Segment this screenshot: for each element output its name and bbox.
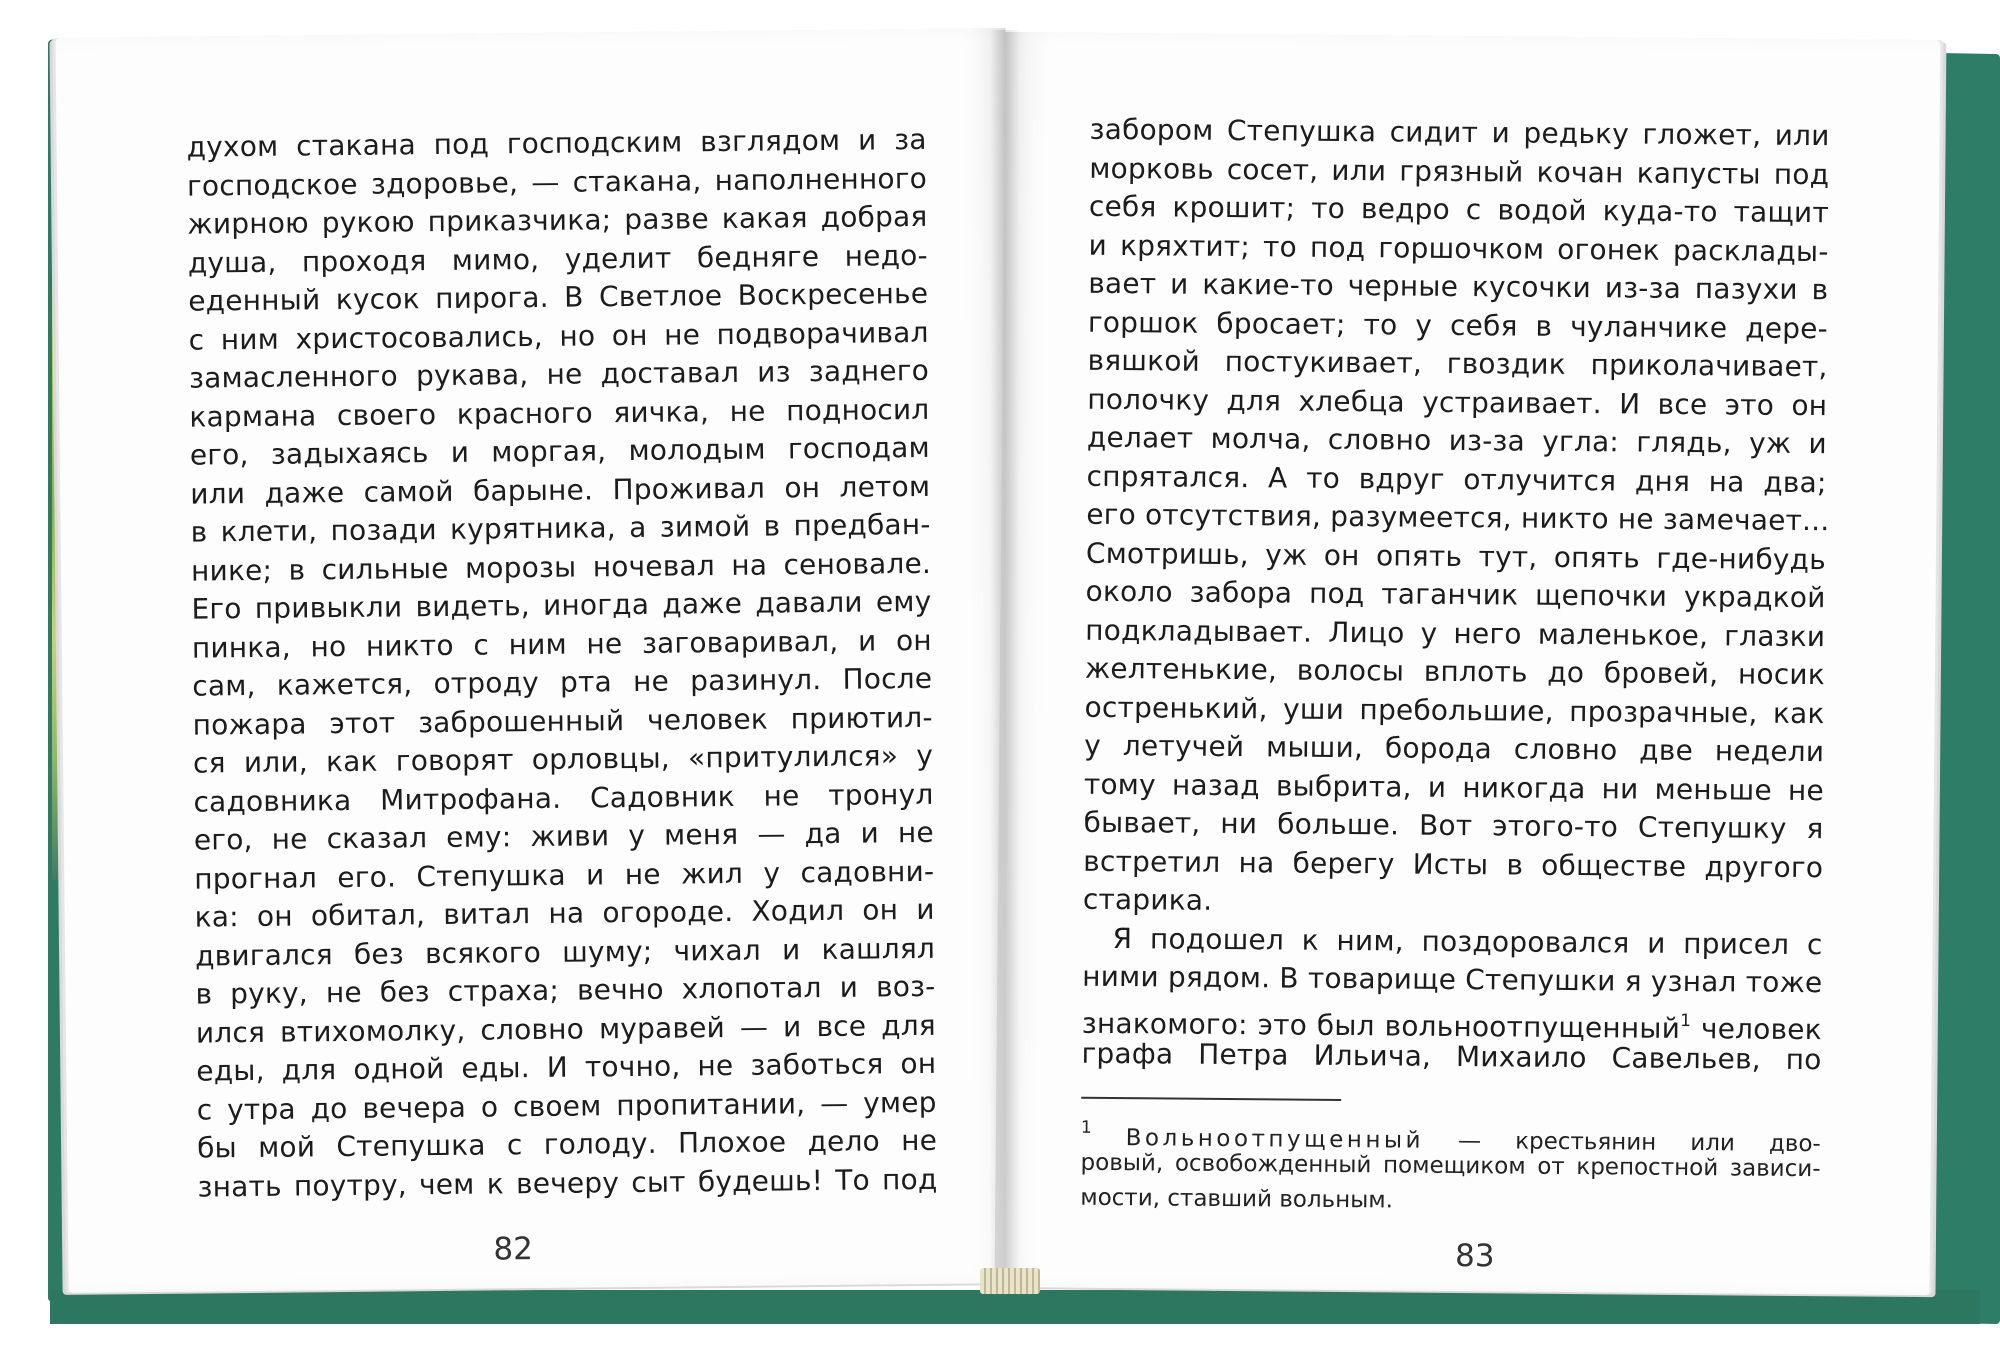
text-line: Я подошел к ним, поздоровался и присел с — [1112, 921, 1823, 961]
text-line: себя крошит; то ведро с водой куда-то тащит — [1088, 189, 1830, 230]
text-fragment: знакомого: это был вольноотпущенный — [1081, 1006, 1681, 1045]
text-line: жирною рукою приказчика; разве какая добрая — [187, 199, 928, 241]
page-number-left: 82 — [493, 1231, 534, 1268]
text-fragment: человек — [1690, 1011, 1822, 1046]
book-cover-bottom — [50, 1290, 1980, 1324]
text-line: ился втихомолку, словно муравей — и все для — [195, 1008, 937, 1050]
text-line: еды, для одной еды. И точно, не заботься он — [196, 1046, 937, 1088]
text-line: или даже самой барыне. Проживал он летом — [190, 469, 931, 511]
text-line: бы мой Степушка с голоду. Плохое дело не — [196, 1123, 938, 1165]
text-line: пожара этот заброшенный человек приютил- — [192, 700, 933, 742]
text-line: вает и какие-то черные кусочки из-за пазухи в — [1088, 266, 1829, 307]
text-line: морковь сосет, или грязный кочан капусты под — [1089, 151, 1830, 191]
text-line: Смотришь, уж он опять тут, опять где-нибудь — [1085, 536, 1827, 576]
text-line: с ним христосовались, но он не подворачивал — [188, 315, 929, 357]
text-line: еденный кусок пирога. В Светлое Воскресенье — [188, 276, 929, 318]
book-headband — [980, 1268, 1040, 1294]
text-line: прогнал его. Степушка и не жил у садовни- — [194, 854, 935, 896]
book-spine-gutter — [990, 30, 1020, 1290]
text-line: остренький, уши пребольшие, прозрачные, как — [1084, 690, 1825, 730]
text-line: графа Петра Ильича, Михаило Савельев, по — [1081, 1036, 1822, 1077]
text-line: духом стакана под господским взглядом и за — [186, 122, 927, 164]
text-line: в руку, не без страха; вечно хлопотал и воз- — [195, 969, 936, 1011]
text-line: бывает, ни больше. Вот этого-то Степушку я — [1083, 805, 1824, 846]
text-line: около забора под таганчик щепочки украдкой — [1085, 574, 1826, 615]
text-line: знать поутру, чем к вечеру сыт будешь! То под — [197, 1162, 938, 1204]
text-line: встретил на берегу Исты в обществе другого — [1083, 844, 1824, 884]
footnote-text: — крестьянин или дво- — [1423, 1127, 1821, 1158]
footnote-term: Вольноотпущенный — [1125, 1125, 1425, 1154]
left-page-text — [186, 121, 937, 1207]
text-line: вяшкой постукивает, гвоздик приколачивает, — [1087, 343, 1828, 384]
footnote-number: 1 — [1080, 1117, 1092, 1138]
page-number-right: 83 — [1454, 1237, 1495, 1275]
text-line: его, задыхаясь и моргая, молодым господам — [189, 430, 930, 472]
right-page-text — [1081, 111, 1829, 1080]
text-line: ка: он обитал, витал на огороде. Ходил он и — [194, 892, 935, 934]
text-line: желтенькие, волосы вплоть до бровей, носик — [1084, 651, 1826, 692]
text-line: в клети, позади курятника, а зимой в предбан- — [190, 507, 931, 549]
text-line: господское здоровье, — стакана, наполненного — [186, 161, 928, 203]
text-line: двигался без всякого шуму; чихал и кашлял — [194, 931, 936, 973]
text-line: горшок бросает; то у себя в чуланчике дере- — [1087, 305, 1829, 345]
text-line: с утра до вечера о своем пропитании, — умер — [196, 1085, 937, 1127]
footnote-line: мости, ставший вольным. — [1080, 1184, 1394, 1214]
text-line: подкладывает. Лицо у него маленькое, глазки — [1085, 613, 1826, 653]
footnote-line: ровый, освобожденный помещиком от крепостной зависи- — [1080, 1149, 1821, 1183]
text-line: Его привыкли видеть, иногда даже давали ему — [191, 584, 932, 626]
text-line: его, не сказал ему: живи у меня — да и не — [193, 815, 935, 857]
text-line: нике; в сильные морозы ночевал на сеновале. — [190, 546, 932, 588]
text-line: старика. — [1082, 882, 1213, 917]
text-line: его отсутствия, разумеется, никто не замечает... — [1086, 497, 1830, 538]
text-line: полочку для хлебца устраивает. И все это он — [1087, 382, 1828, 422]
text-line: у летучей мыши, борода словно две недели — [1084, 728, 1825, 769]
text-line — [1081, 996, 1822, 1046]
text-line: забором Степушка сидит и редьку гложет, или — [1089, 112, 1830, 153]
footnote-reference[interactable]: 1 — [1680, 1010, 1692, 1031]
footnote — [1080, 1111, 1821, 1222]
text-line: душа, проходя мимо, уделит бедняге недо- — [187, 238, 928, 280]
footnote-divider — [1081, 1097, 1341, 1101]
text-line: ся или, как говорят орловцы, «притулился» у — [192, 738, 934, 780]
right-page — [995, 32, 1941, 1295]
text-line: кармана своего красного яичка, не подносил — [189, 392, 930, 434]
text-line: замасленного рукава, не доставал из заднего — [188, 353, 930, 395]
text-line: пинка, но никто с ним не заговаривал, и он — [191, 623, 933, 665]
text-line: спрятался. А то вдруг отлучится дня на два; — [1086, 459, 1827, 499]
left-page — [55, 28, 1018, 1293]
text-line: сам, кажется, отроду рта не разинул. После — [192, 661, 933, 703]
text-line: ними рядом. В товарище Степушки я узнал тоже — [1082, 959, 1823, 1000]
text-line: делает молча, словно из-за угла: глядь, уж и — [1086, 420, 1828, 461]
text-line: садовника Митрофана. Садовник не тронул — [193, 777, 934, 819]
text-line: тому назад выбрита, и никогда ни меньше не — [1083, 767, 1825, 807]
text-line: и кряхтит; то под горшочком огонек расклады- — [1088, 228, 1829, 268]
